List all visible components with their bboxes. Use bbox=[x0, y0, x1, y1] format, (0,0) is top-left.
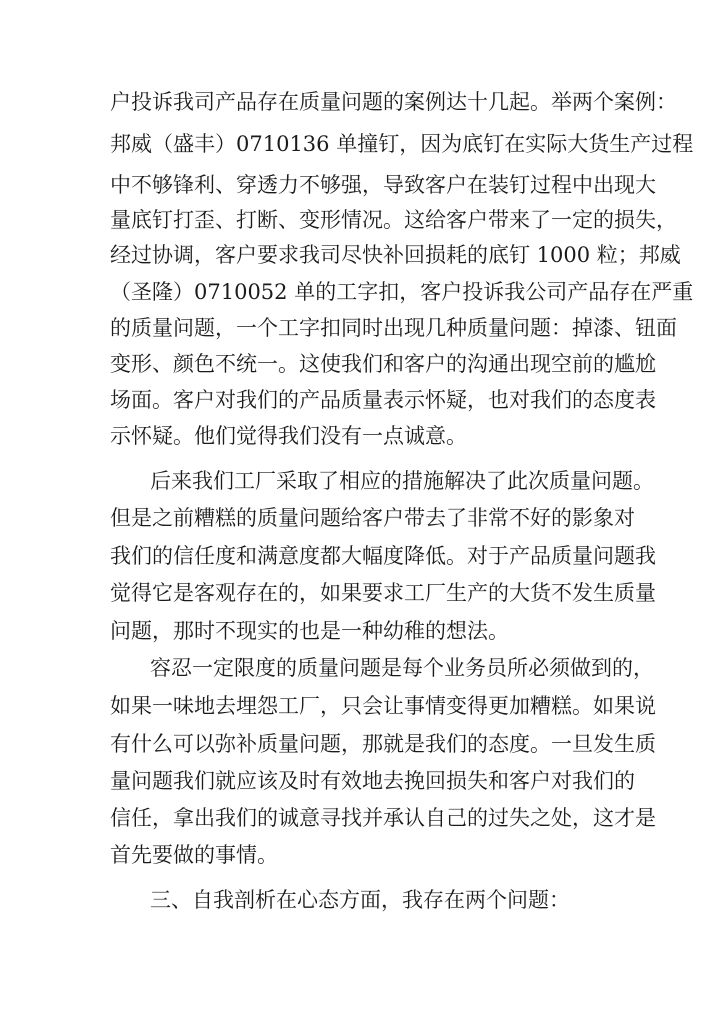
text-line-5: 经过协调，客户要求我司尽快补回损耗的底钉 1000 粒；邦威 bbox=[110, 243, 681, 267]
section-heading-line: 三、自我剖析在心态方面，我存在两个问题： bbox=[150, 888, 570, 912]
text-line-2: 邦威（盛丰）0710136 单撞钉，因为底钉在实际大货生产过程 bbox=[110, 132, 694, 156]
text-line-8: 变形、颜色不统一。这使我们和客户的沟通出现空前的尴尬 bbox=[110, 352, 656, 376]
text-line-9: 场面。客户对我们的产品质量表示怀疑，也对我们的态度表 bbox=[110, 388, 656, 412]
text-line-4: 量底钉打歪、打断、变形情况。这给客户带来了一定的损失， bbox=[110, 208, 677, 232]
text-line-15: 问题，那时不现实的也是一种幼稚的想法。 bbox=[110, 619, 509, 643]
text-line-3: 中不够锋利、穿透力不够强，导致客户在装钉过程中出现大 bbox=[110, 173, 656, 197]
text-line-6: （圣隆）0710052 单的工字扣，客户投诉我公司产品存在严重 bbox=[110, 280, 694, 304]
text-line-17: 如果一味地去埋怨工厂，只会让事情变得更加糟糕。如果说 bbox=[110, 694, 656, 718]
text-line-16: 容忍一定限度的质量问题是每个业务员所必须做到的， bbox=[150, 656, 654, 680]
text-line-1: 户投诉我司产品存在质量问题的案例达十几起。举两个案例： bbox=[110, 90, 677, 114]
text-line-7: 的质量问题，一个工字扣同时出现几种质量问题：掉漆、钮面 bbox=[110, 316, 677, 340]
text-line-13: 我们的信任度和满意度都大幅度降低。对于产品质量问题我 bbox=[110, 544, 656, 568]
text-line-19: 量问题我们就应该及时有效地去挽回损失和客户对我们的 bbox=[110, 769, 635, 793]
text-line-18: 有什么可以弥补质量问题，那就是我们的态度。一旦发生质 bbox=[110, 732, 656, 756]
text-line-20: 信任，拿出我们的诚意寻找并承认自己的过失之处，这才是 bbox=[110, 806, 656, 830]
text-line-12: 但是之前糟糕的质量问题给客户带去了非常不好的影象对 bbox=[110, 506, 635, 530]
text-line-10: 示怀疑。他们觉得我们没有一点诚意。 bbox=[110, 424, 467, 448]
text-line-11: 后来我们工厂采取了相应的措施解决了此次质量问题。 bbox=[150, 469, 654, 493]
text-line-21: 首先要做的事情。 bbox=[110, 843, 278, 867]
text-line-14: 觉得它是客观存在的，如果要求工厂生产的大货不发生质量 bbox=[110, 581, 656, 605]
